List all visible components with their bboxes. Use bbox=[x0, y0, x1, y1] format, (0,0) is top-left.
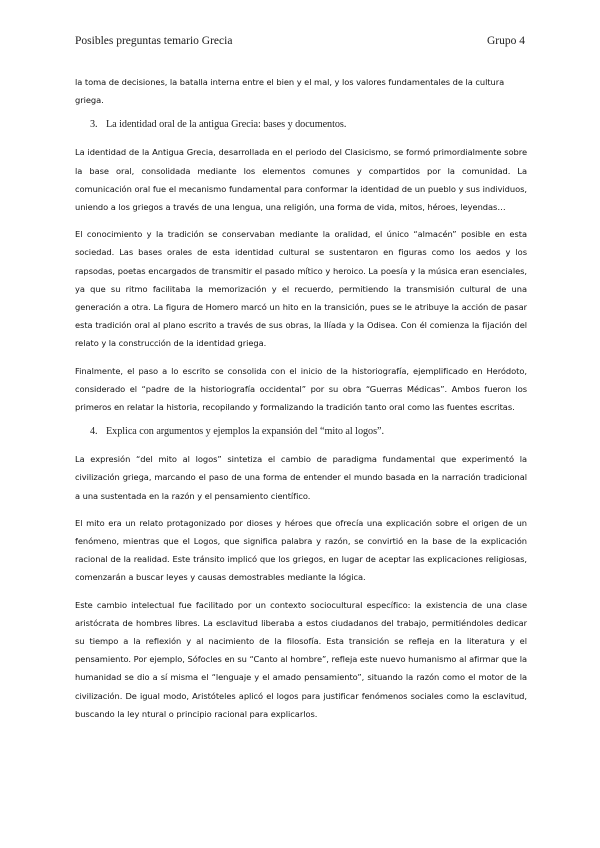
section-3-paragraph-3: Finalmente, el paso a lo escrito se consolida con el inicio de la historiografía, ejemplificado en Heródoto, considerado el “padre de la historiografía occidental” por su obra “Guerras Médicas”. Ambos fueron los primeros en relatar la historia, recopilando y formalizando la tradición tanto oral como las fuentes escritas. bbox=[75, 365, 527, 413]
section-3-paragraph-1: La identidad de la Antigua Grecia, desarrollada en el periodo del Clasicismo, se formó primordialmente sobre la base oral, consolidada mediante los elementos comunes y compartidos por la comunidad. La comunicación oral fue el mecanismo fundamental para conformar la identidad de un pueblo y sus individuos, uniendo a los griegos a través de una lengua, una religión, una forma de vida, mitos, héroes, leyendas… bbox=[75, 147, 527, 213]
document-body bbox=[75, 73, 527, 732]
section-3-paragraph-2: El conocimiento y la tradición se conservaban mediante la oralidad, el único “almacén” posible en esta sociedad. Las bases orales de esta identidad cultural se sustentaron en figuras como los aedos y los rapsodas, poetas encargados de transmitir el pasado mítico y heroico. La poesía y la música eran esenciales, ya que su ritmo facilitaba la memorización y el recuerdo, permitiendo la transmisión cultural de una generación a otra. La figura de Homero marcó un hito en la transición, pues se le atribuye la acción de pasar esta tradición oral al plano escrito a través de sus obras, la Ilíada y la Odisea. Con él comienza la fijación del relato y la construcción de la identidad griega. bbox=[75, 229, 527, 349]
section-3-title: La identidad oral de la antigua Grecia: bases y documentos. bbox=[106, 119, 347, 131]
section-4-paragraph-2: El mito era un relato protagonizado por dioses y héroes que ofrecía una explicación sobre el origen de un fenómeno, mientras que el Logos, que significa palabra y razón, se convirtió en la base de la explicación racional de la realidad. Este tránsito implicó que los griegos, en lugar de aceptar las explicaciones religiosas, comenzarán a buscar leyes y causas demostrables mediante la lógica. bbox=[75, 517, 527, 583]
section-4-number: 4. bbox=[90, 426, 98, 438]
header-title: Posibles preguntas temario Grecia bbox=[75, 35, 233, 47]
section-4-paragraph-3: Este cambio intelectual fue facilitado por un contexto sociocultural específico: la existencia de una clase aristócrata de hombres libres. La esclavitud liberaba a estos ciudadanos del trabajo, permitiéndoles dedicar su tiempo a la reflexión y al nacimiento de la filosofía. Esta transición se refleja en la literatura y el pensamiento. Por ejemplo, Sófocles en su “Canto al hombre”, refleja este nuevo humanismo al afirmar que la humanidad se dio a sí misma el “lenguaje y el amado pensamiento”, situando la razón como el motor de la civilización. De igual modo, Aristóteles aplicó el logos para justificar fenómenos sociales como la esclavitud, buscando la ley ntural o principio racional para explicarlos. bbox=[75, 599, 527, 719]
section-3-number: 3. bbox=[90, 119, 98, 131]
section-4-heading bbox=[75, 425, 527, 439]
page-header bbox=[75, 35, 525, 51]
section-4-paragraph-1: La expresión “del mito al logos” sintetiza el cambio de paradigma fundamental que experimentó la civilización griega, marcando el paso de una forma de entender el mundo basada en la narración tradicional a una sustentada en la razón y el pensamiento científico. bbox=[75, 454, 527, 501]
intro-paragraph: la toma de decisiones, la batalla interna entre el bien y el mal, y los valores fundamentales de la cultura griega. bbox=[75, 77, 505, 106]
section-4-title: Explica con argumentos y ejemplos la expansión del “mito al logos”. bbox=[106, 426, 384, 438]
header-group: Grupo 4 bbox=[486, 35, 525, 47]
section-3-heading bbox=[75, 118, 527, 132]
